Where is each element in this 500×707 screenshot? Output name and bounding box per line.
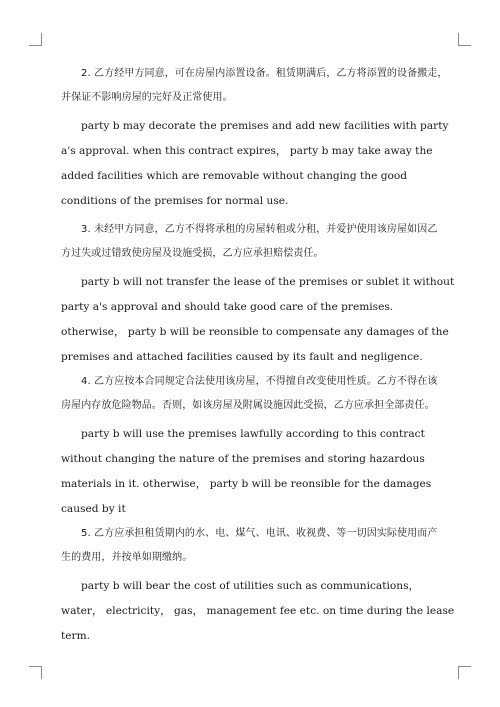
text-line: party b may decorate the premises and add new facilities with party [81, 120, 449, 132]
text-line: 3. 未经甲方同意，乙方不得将承租的房屋转租或分租，并爱护使用该房屋如因乙 [81, 224, 438, 235]
text-line: materials in it. otherwise， party b will be reonsible for the damages [61, 478, 432, 490]
clause-2-english [61, 114, 447, 214]
text-line: party a's approval and should take good care of the premises. [61, 301, 394, 313]
crop-mark-bottom-right [458, 666, 471, 679]
text-line: a's approval. when this contract expires， party b may take away the [61, 145, 433, 157]
text-line: 4. 乙方应按本合同规定合法使用该房屋，不得擅自改变使用性质。乙方不得在该 [81, 376, 438, 387]
text-line: added facilities which are removable without changing the good [61, 170, 408, 182]
text-line: party b will use the premises lawfully according to this contract [81, 428, 425, 440]
clause-4-english [61, 422, 447, 522]
clause-5-english [61, 574, 455, 649]
text-line: caused by it [61, 503, 126, 515]
crop-mark-top-left [29, 33, 42, 46]
clause-4-chinese [61, 370, 447, 418]
clause-3-chinese [61, 218, 447, 266]
crop-mark-bottom-left [29, 666, 42, 679]
document-body [61, 62, 455, 649]
text-line: premises and attached facilities caused by its fault and negligence. [61, 351, 423, 363]
crop-mark-top-right [458, 33, 471, 46]
text-line: party b will not transfer the lease of the premises or sublet it without [81, 276, 455, 288]
text-line: 生的费用，并按单如期缴纳。 [61, 552, 193, 563]
text-line: otherwise， party b will be reonsible to compensate any damages of the [61, 326, 449, 338]
clause-5-chinese [61, 522, 447, 570]
text-line: party b will bear the cost of utilities such as communications， [81, 580, 420, 592]
text-line: conditions of the premises for normal use. [61, 195, 289, 207]
clause-2-chinese [61, 62, 447, 110]
text-line: 5. 乙方应承担租赁期内的水、电、煤气、电讯、收视费、等一切因实际使用而产 [81, 528, 438, 539]
text-line: 方过失或过错致使房屋及设施受损，乙方应承担赔偿责任。 [61, 248, 324, 259]
clause-3-english [61, 270, 455, 370]
text-line: without changing the nature of the premises and storing hazardous [61, 453, 425, 465]
text-line: 房屋内存放危险物品。否则，如该房屋及附属设施因此受损，乙方应承担全部责任。 [61, 400, 435, 411]
text-line: term. [61, 630, 91, 642]
text-line: water， electricity， gas， management fee etc. on time during the lease [61, 605, 455, 617]
text-line: 并保证不影响房屋的完好及正常使用。 [61, 92, 233, 103]
text-line: 2. 乙方经甲方同意，可在房屋内添置设备。租赁期满后，乙方将添置的设备搬走， [81, 68, 448, 79]
